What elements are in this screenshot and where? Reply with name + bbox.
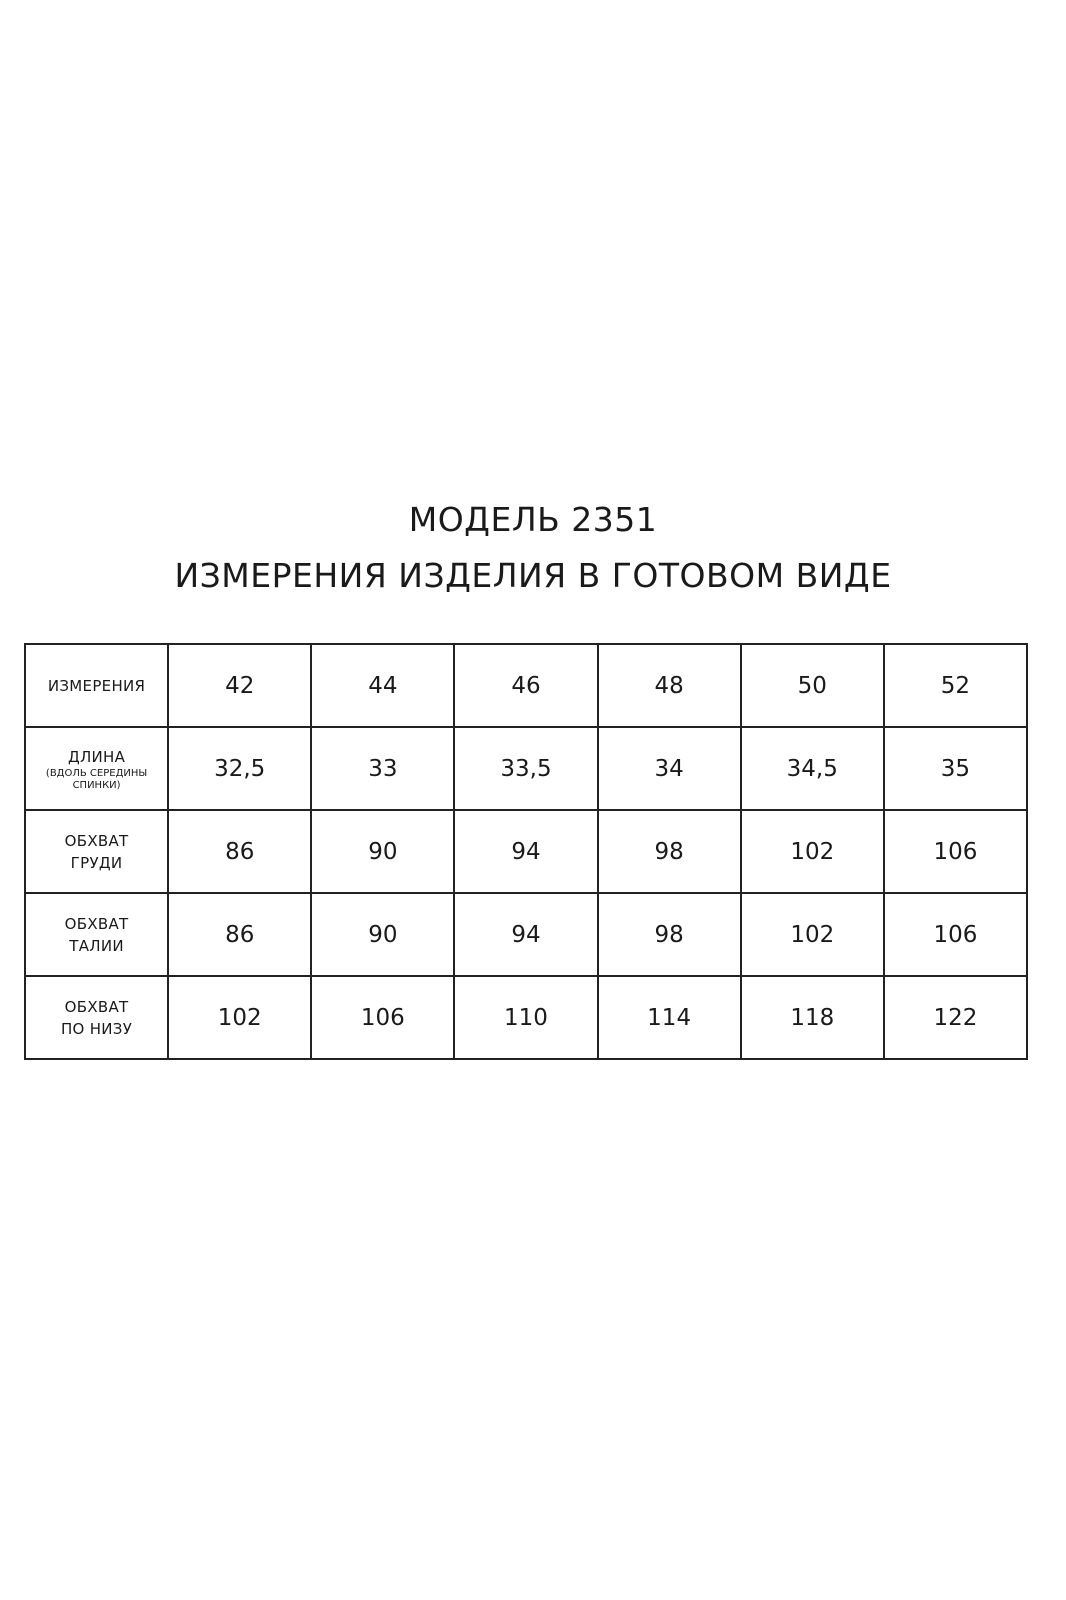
size-value: 44 <box>368 672 398 699</box>
size-cell <box>311 644 454 727</box>
size-value: 42 <box>225 672 255 699</box>
value-cell <box>311 810 454 893</box>
header-label: ИЗМЕРЕНИЯ <box>47 676 146 695</box>
size-cell <box>884 644 1027 727</box>
value-cell <box>741 893 884 976</box>
measurement-value: 102 <box>790 921 835 948</box>
measurement-value: 33 <box>368 755 398 782</box>
measurement-value: 35 <box>940 755 971 782</box>
measurement-value: 98 <box>654 921 684 948</box>
value-cell <box>598 893 741 976</box>
value-cell <box>884 893 1027 976</box>
value-cell <box>741 810 884 893</box>
row-label-cell <box>25 976 168 1059</box>
row-label-cell <box>25 727 168 810</box>
measurement-value: 98 <box>654 838 684 865</box>
value-cell <box>311 976 454 1059</box>
value-cell <box>311 893 454 976</box>
size-cell <box>454 644 597 727</box>
measurement-value: 32,5 <box>214 755 266 782</box>
header-label-cell <box>25 644 168 727</box>
table-row-length <box>25 727 1027 810</box>
measurement-value: 94 <box>511 921 541 948</box>
row-label-main: ОБХВАТ <box>64 997 129 1016</box>
size-value: 50 <box>797 672 827 699</box>
measurement-value: 34 <box>654 755 684 782</box>
size-chart-table <box>24 643 1028 1060</box>
row-label-main: ДЛИНА <box>67 747 126 766</box>
measurement-value: 110 <box>504 1004 548 1031</box>
measurement-value: 34,5 <box>786 755 838 782</box>
value-cell <box>884 976 1027 1059</box>
value-cell <box>454 810 597 893</box>
measurement-value: 33,5 <box>500 755 552 782</box>
row-label-waist <box>26 913 167 957</box>
value-cell <box>454 727 597 810</box>
size-value: 52 <box>940 672 971 699</box>
size-value: 48 <box>654 672 684 699</box>
value-cell <box>741 727 884 810</box>
measurement-value: 90 <box>368 838 398 865</box>
value-cell <box>741 976 884 1059</box>
measurement-value: 102 <box>217 1004 262 1031</box>
row-label-chest <box>26 830 167 874</box>
title-block <box>0 492 1066 604</box>
row-label-main: ПО НИЗУ <box>60 1019 133 1038</box>
model-title: МОДЕЛЬ 2351 <box>408 500 658 539</box>
row-label-cell <box>25 893 168 976</box>
measurement-value: 106 <box>360 1004 405 1031</box>
value-cell <box>598 976 741 1059</box>
row-label-main: ОБХВАТ <box>64 914 129 933</box>
value-cell <box>168 810 311 893</box>
measurement-value: 86 <box>225 838 255 865</box>
value-cell <box>884 810 1027 893</box>
row-label-sub: СПИНКИ) <box>72 779 121 791</box>
value-cell <box>311 727 454 810</box>
row-label-main: ТАЛИИ <box>69 936 124 955</box>
table-row-waist <box>25 893 1027 976</box>
table-row-header <box>25 644 1027 727</box>
measurement-value: 114 <box>647 1004 692 1031</box>
value-cell <box>598 727 741 810</box>
measurement-value: 106 <box>933 921 978 948</box>
value-cell <box>598 810 741 893</box>
size-cell <box>741 644 884 727</box>
measurement-value: 90 <box>368 921 398 948</box>
value-cell <box>884 727 1027 810</box>
row-label-sub: (ВДОЛЬ СЕРЕДИНЫ <box>45 767 148 779</box>
value-cell <box>454 976 597 1059</box>
measurement-value: 94 <box>511 838 541 865</box>
measurement-value: 102 <box>790 838 835 865</box>
measurement-value: 122 <box>933 1004 978 1031</box>
value-cell <box>168 727 311 810</box>
measurement-value: 118 <box>790 1004 835 1031</box>
measurement-value: 106 <box>933 838 978 865</box>
size-cell <box>168 644 311 727</box>
table-row-hem <box>25 976 1027 1059</box>
row-label-main: ОБХВАТ <box>64 831 129 850</box>
value-cell <box>168 976 311 1059</box>
row-label-hem <box>26 996 167 1040</box>
size-value: 46 <box>511 672 541 699</box>
page-subtitle: ИЗМЕРЕНИЯ ИЗДЕЛИЯ В ГОТОВОМ ВИДЕ <box>174 556 892 595</box>
row-label-cell <box>25 810 168 893</box>
row-label-main: ГРУДИ <box>70 853 123 872</box>
table-row-chest <box>25 810 1027 893</box>
value-cell <box>168 893 311 976</box>
measurement-value: 86 <box>225 921 255 948</box>
value-cell <box>454 893 597 976</box>
size-cell <box>598 644 741 727</box>
row-label-length <box>26 746 167 792</box>
